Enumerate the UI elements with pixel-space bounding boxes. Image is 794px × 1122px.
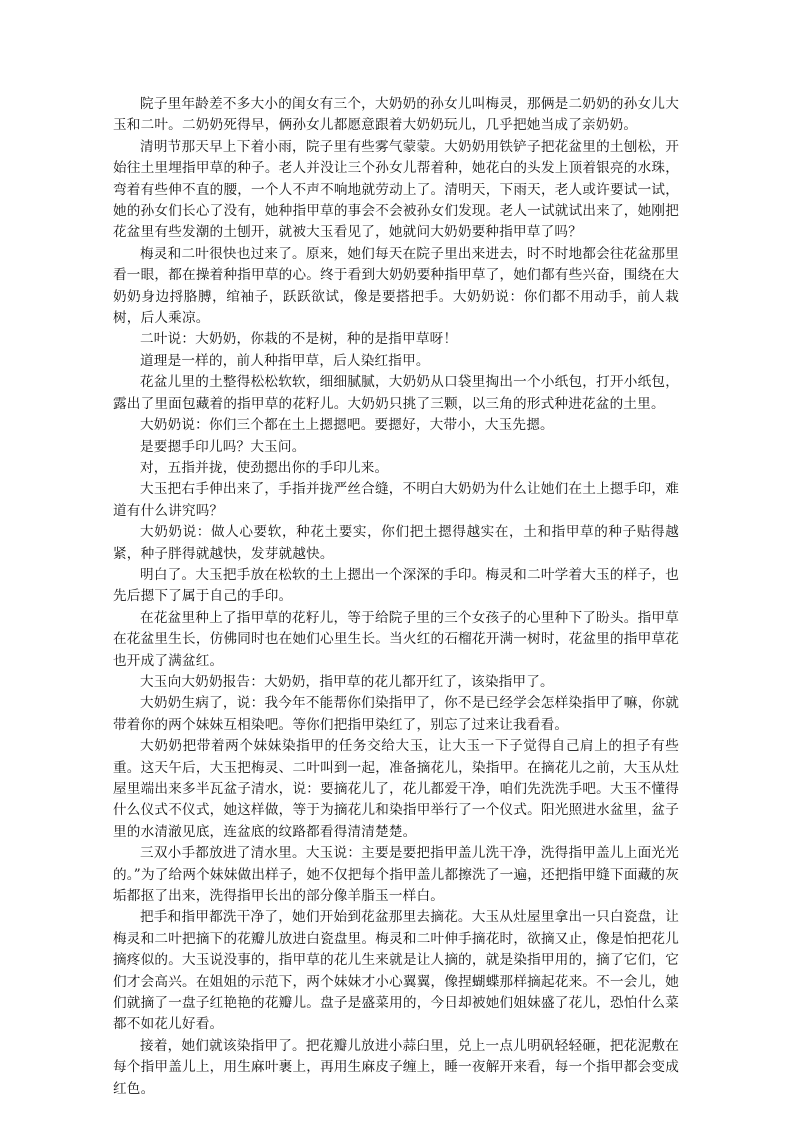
paragraph: 花盆儿里的土整得松松软软，细细腻腻，大奶奶从口袋里掏出一个小纸包，打开小纸包，露出了里面包藏着的指甲草的花籽儿。大奶奶只挑了三颗，以三角的形式种进花盆的土里。: [113, 374, 679, 412]
paragraph: 清明节那天早上下着小雨，院子里有些雾气蒙蒙。大奶奶用铁铲子把花盆里的土刨松，开始往土里埋指甲草的种子。老人并没让三个孙女儿帮着种，她花白的头发上顶着银亮的水珠，弯着有些伸不直的腰，一个人不声不响地就劳动上了。清明天，下雨天，老人或许要试一试，她的孙女们长心了没有，她种指甲草的事会不会被孙女们发现。老人一试就试出来了，她刚把花盆里有些发潮的土刨开，就被大玉看见了，她就问大奶奶要种指甲草了吗？: [113, 138, 679, 241]
paragraph: 接着，她们就该染指甲了。把花瓣儿放进小蒜臼里，兑上一点儿明矾轻轻砸，把花泥敷在每个指甲盖儿上，用生麻叶裹上，再用生麻皮子缠上，睡一夜解开来看，每一个指甲都会变成红色。: [113, 1037, 679, 1097]
paragraph: 是要摁手印儿吗？大玉问。: [140, 438, 306, 455]
paragraph: 在花盆里种上了指甲草的花籽儿，等于给院子里的三个女孩子的心里种下了盼头。指甲草在花盆里生长，仿佛同时也在她们心里生长。当火红的石榴花开满一树时，花盆里的指甲草花也开成了满盆红。: [113, 609, 679, 669]
paragraph: 梅灵和二叶很快也过来了。原来，她们每天在院子里出来进去，时不时地都会往花盆那里看一眼，都在操着种指甲草的心。终于看到大奶奶要种指甲草了，她们都有些兴奋，围绕在大奶奶身边捋胳膊，绾袖子，跃跃欲试，像是要搭把手。大奶奶说：你们都不用动手，前人栽树，后人乘凉。: [113, 245, 679, 327]
paragraph: 大玉把右手伸出来了，手指并拢严丝合缝，不明白大奶奶为什么让她们在土上摁手印，难道有什么讲究吗？: [113, 481, 679, 519]
paragraph: 大奶奶说：做人心要软，种花土要实，你们把土摁得越实在，土和指甲草的种子贴得越紧，种子胖得就越快，发芽就越快。: [113, 524, 679, 562]
paragraph: 二叶说：大奶奶，你栽的不是树，种的是指甲草呀！: [140, 331, 458, 348]
paragraph: 大奶奶生病了，说：我今年不能帮你们染指甲了，你不是已经学会怎样染指甲了嘛，你就带着你的两个妹妹互相染吧。等你们把指甲染红了，别忘了过来让我看看。: [113, 695, 679, 733]
article-body: [113, 94, 679, 1100]
paragraph: 明白了。大玉把手放在松软的土上摁出一个深深的手印。梅灵和二叶学着大玉的样子，也先后摁下了属于自己的手印。: [113, 566, 679, 605]
paragraph: 三双小手都放进了清水里。大玉说：主要是要把指甲盖儿洗干净，洗得指甲盖儿上面光光的。”为了给两个妹妹做出样子，她不仅把每个指甲盖儿都擦洗了一遍，还把指甲缝下面藏的灰垢都抠了出来，洗得指甲长出的部分像羊脂玉一样白。: [113, 845, 679, 905]
paragraph: 大奶奶把带着两个妹妹染指甲的任务交给大玉，让大玉一下子觉得自己肩上的担子有些重。这天午后，大玉把梅灵、二叶叫到一起，准备摘花儿，染指甲。在摘花儿之前，大玉从灶屋里端出来多半瓦盆子清水，说：要摘花儿了，花儿都爱干净，咱们先洗洗手吧。大玉不懂得什么仪式不仪式，她这样做，等于为摘花儿和染指甲举行了一个仪式。阳光照进水盆里，盆子里的水清澈见底，连盆底的纹路都看得清清楚楚。: [113, 738, 679, 840]
paragraph: 道理是一样的，前人种指甲草，后人染红指甲。: [140, 352, 430, 369]
paragraph: 把手和指甲都洗干净了，她们开始到花盆那里去摘花。大玉从灶屋里拿出一只白瓷盘，让梅灵和二叶把摘下的花瓣儿放进白瓷盘里。梅灵和二叶伸手摘花时，欲摘又止，像是怕把花儿摘疼似的。大玉说没事的，指甲草的花儿生来就是让人摘的，就是染指甲用的，摘了它们，它们才会高兴。在姐姐的示范下，两个妹妹才小心翼翼，像捏蝴蝶那样摘起花来。不一会儿，她们就摘了一盘子红艳艳的花瓣儿。盘子是盛菜用的，今日却被她们姐妹盛了花儿，恐怕什么菜都不如花儿好看。: [113, 909, 679, 1033]
paragraph: 大玉向大奶奶报告：大奶奶，指甲草的花儿都开红了，该染指甲了。: [140, 673, 554, 690]
paragraph: 对，五指并拢，使劲摁出你的手印儿来。: [140, 459, 389, 476]
paragraph: 大奶奶说：你们三个都在土上摁摁吧。要摁好，大带小，大玉先摁。: [140, 417, 554, 434]
paragraph: 院子里年龄差不多大小的闺女有三个，大奶奶的孙女儿叫梅灵，那俩是二奶奶的孙女儿大玉和二叶。二奶奶死得早，俩孙女儿都愿意跟着大奶奶玩儿，几乎把她当成了亲奶奶。: [113, 96, 679, 134]
